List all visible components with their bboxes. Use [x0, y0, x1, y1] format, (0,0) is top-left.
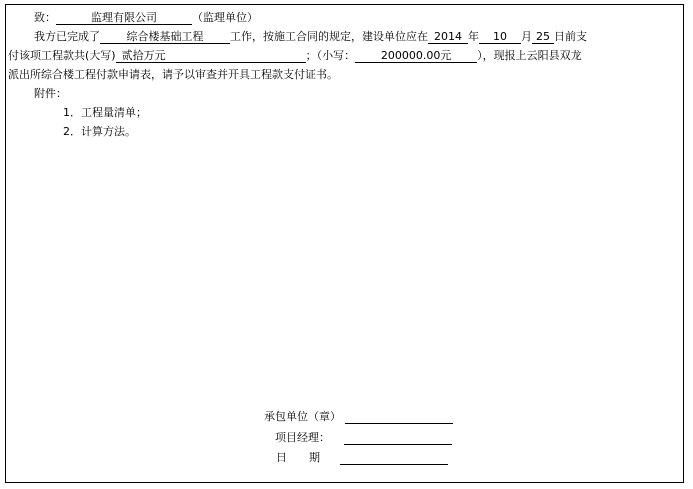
recipient-company: 监理有限公司 [56, 11, 192, 25]
text-amount-upper-label: 付该项工程款共(大写) [8, 49, 116, 62]
date-line [340, 452, 448, 465]
manager-signature-row [275, 431, 452, 445]
contractor-signature-line [345, 411, 453, 424]
recipient-suffix: （监理单位） [192, 11, 258, 24]
recipient-prefix: 致： [34, 11, 56, 24]
text-before-date: 日前支 [554, 30, 587, 43]
text-request: 派出所综合楼工程付款申请表，请予以审查并开具工程款支付证书。 [8, 68, 338, 81]
recipient-line [34, 11, 258, 25]
payment-application-form [5, 4, 684, 483]
text-amount-lower-label: ；（小写： [305, 49, 356, 62]
month-value: 10 [479, 30, 521, 44]
attachment-item: 2．计算方法。 [63, 125, 136, 138]
paragraph-line-3 [8, 68, 338, 82]
year-unit: 年 [468, 30, 479, 43]
attachments-title: 附件： [34, 87, 67, 100]
paragraph-line-2 [8, 49, 582, 63]
month-unit: 月 [521, 30, 532, 43]
contractor-label: 承包单位（章） [264, 410, 341, 423]
manager-signature-line [344, 432, 452, 445]
date-label: 日 期 [276, 451, 320, 464]
text-contract-rule: 工作，按施工合同的规定，建设单位应在 [230, 30, 428, 43]
amount-upper: 贰拾万元 [116, 49, 306, 63]
amount-lower: 200000.00元 [355, 49, 477, 63]
day-value: 25 [532, 30, 554, 44]
attachment-item: 1．工程量清单； [63, 106, 147, 119]
text-completed: 我方已完成了 [34, 30, 100, 43]
work-name: 综合楼基础工程 [100, 30, 230, 44]
manager-label: 项目经理： [275, 431, 330, 444]
year-value: 2014 [428, 30, 468, 44]
text-submit: ），现报上云阳县双龙 [477, 49, 582, 62]
contractor-signature-row [264, 410, 453, 424]
paragraph-line-1 [34, 30, 587, 44]
date-row [276, 451, 448, 465]
